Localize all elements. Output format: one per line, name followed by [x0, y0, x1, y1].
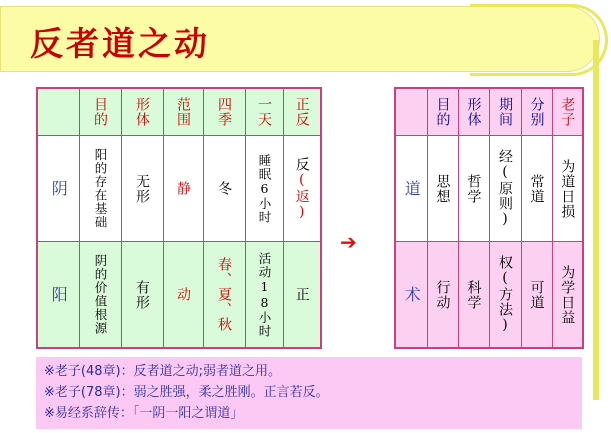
- cell-yang-positive-negative: 正: [283, 242, 321, 349]
- header-distinction: 分别: [521, 88, 552, 136]
- cell-yin-form: 无形: [121, 136, 163, 242]
- cell-shu-period: 权(方法): [489, 242, 521, 349]
- cell-dao-form: 哲学: [458, 136, 489, 242]
- row-label-dao: 道: [395, 136, 427, 242]
- header-purpose-right: 目的: [427, 88, 458, 136]
- cell-yin-seasons: 冬: [203, 136, 245, 242]
- header-seasons: 四季: [203, 88, 245, 136]
- header-period: 期间: [489, 88, 521, 136]
- page-title: 反者道之动: [30, 24, 210, 63]
- row-label-yin: 阴: [37, 136, 79, 242]
- notes-box: [36, 357, 582, 429]
- cell-yin-return: (返): [293, 171, 310, 221]
- note-laozi-78: ※老子(78章)：弱之胜强，柔之胜刚。正言若反。: [44, 385, 329, 400]
- row-label-yang: 阳: [37, 242, 79, 349]
- header-corner-right: [395, 88, 427, 136]
- cell-yang-purpose: 阴的价值根源: [79, 242, 121, 349]
- cell-yang-seasons: 春、夏、秋: [203, 242, 245, 349]
- cell-yin-reverse: 反: [293, 156, 310, 172]
- header-form: 形体: [121, 88, 163, 136]
- cell-yang-scope: 动: [163, 242, 203, 349]
- cell-shu-distinction: 可道: [521, 242, 552, 349]
- header-form-right: 形体: [458, 88, 489, 136]
- dao-shu-table: [394, 87, 584, 349]
- right-decoration-bar: [593, 40, 599, 400]
- cell-shu-laozi: 为学日益: [552, 242, 583, 349]
- cell-dao-purpose: 思想: [427, 136, 458, 242]
- row-label-shu: 术: [395, 242, 427, 349]
- cell-yang-day: 活动18小时: [245, 242, 283, 349]
- header-purpose: 目的: [79, 88, 121, 136]
- header-laozi: 老子: [552, 88, 583, 136]
- banner-decoration: [470, 4, 608, 76]
- yin-yang-table: [36, 87, 322, 349]
- cell-yang-form: 有形: [121, 242, 163, 349]
- cell-yin-day: 睡眠6小时: [245, 136, 283, 242]
- arrow-right-icon: ➔: [340, 230, 357, 254]
- note-laozi-48: ※老子(48章)：反者道之动;弱者道之用。: [44, 364, 281, 379]
- header-day: 一天: [245, 88, 283, 136]
- header-scope: 范围: [163, 88, 203, 136]
- header-positive-negative: 正反: [283, 88, 321, 136]
- cell-shu-purpose: 行动: [427, 242, 458, 349]
- cell-yin-positive-negative: [283, 136, 321, 242]
- cell-yin-scope: 静: [163, 136, 203, 242]
- cell-dao-distinction: 常道: [521, 136, 552, 242]
- cell-dao-period: 经(原则): [489, 136, 521, 242]
- header-corner: [37, 88, 79, 136]
- note-yijing: ※易经系辞传：「一阴一阳之谓道」: [44, 406, 244, 421]
- cell-shu-form: 科学: [458, 242, 489, 349]
- cell-dao-laozi: 为道日损: [552, 136, 583, 242]
- cell-yin-purpose: 阳的存在基础: [79, 136, 121, 242]
